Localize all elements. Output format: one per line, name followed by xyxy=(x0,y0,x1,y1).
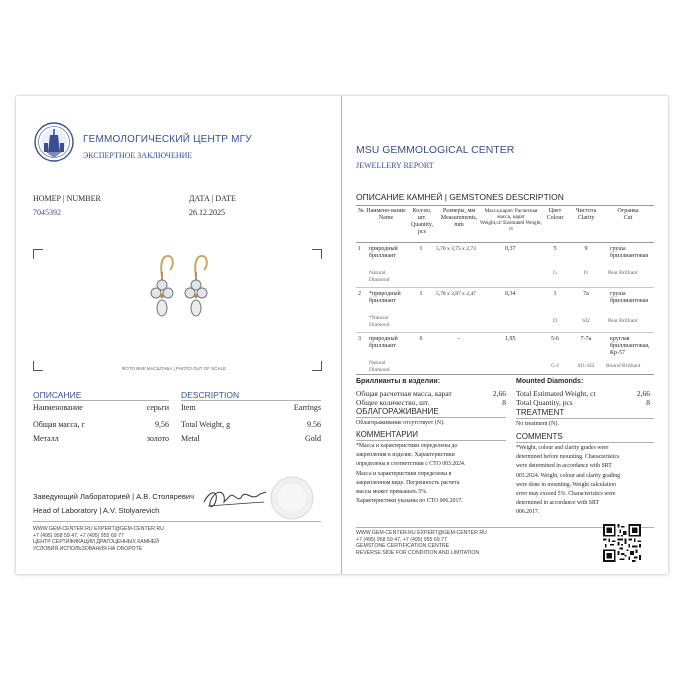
cell-clarity-ru: 7а xyxy=(583,291,589,297)
rule xyxy=(356,440,506,441)
treatment-text-en: No treatment (N). xyxy=(516,421,559,427)
rule xyxy=(181,400,321,401)
mounted-title-en: Mounted Diamonds: xyxy=(516,378,584,385)
date-label: ДАТА | DATE xyxy=(189,194,236,203)
treatment-text-ru: Облагораживание отсутствует (N). xyxy=(356,420,445,426)
col-header xyxy=(604,208,652,222)
rule xyxy=(33,400,169,401)
rule xyxy=(516,418,654,419)
comment-line: error may exceed 5%. Characteristics were xyxy=(516,491,616,498)
comment-line: were done in mounting. Weight calculation xyxy=(516,481,616,488)
number-value: 7045392 xyxy=(33,208,61,217)
cell-qty: 6 xyxy=(419,336,423,342)
msu-logo-icon xyxy=(34,122,74,162)
desc-label-en: Total Weight, g xyxy=(181,420,231,429)
rule xyxy=(356,205,654,206)
cell-number: 3 xyxy=(358,336,361,342)
cell-number: 1 xyxy=(358,246,361,252)
cell-weight: 0,34 xyxy=(505,291,516,297)
cell-size: - xyxy=(458,336,460,342)
description-title-ru: ОПИСАНИЕ xyxy=(33,390,82,400)
col-header-en: Colour xyxy=(546,214,564,221)
footer-line: WWW.GEM-CENTER.RU EXPERT@GEM-CENTER.RU xyxy=(356,530,487,536)
desc-value-ru: 9,56 xyxy=(155,420,169,429)
col-header xyxy=(366,208,406,222)
mounted-value-en: 8 xyxy=(646,398,650,407)
comment-line: Характеристики указаны по СТО 006.2017. xyxy=(356,498,463,505)
head-name-ru: | А.В. Столяревич xyxy=(132,492,195,501)
cell-color-en: G xyxy=(553,270,557,276)
rule xyxy=(356,287,654,288)
desc-label-en: Metal xyxy=(181,434,200,443)
rule xyxy=(356,242,654,243)
desc-value-ru: серьги xyxy=(146,403,169,412)
cell-number: 2 xyxy=(358,291,361,297)
earring-right xyxy=(185,256,207,316)
footer-line: REVERSE SIDE FOR CONDITION AND LIMITATION xyxy=(356,549,480,556)
cell-qty: 1 xyxy=(419,291,423,297)
cell-clarity-en: SI2 xyxy=(582,318,590,324)
comments-text-en xyxy=(516,444,620,518)
cell-cut-en: Round Brilliant xyxy=(606,363,641,369)
mounted-value-ru: 2,66 xyxy=(492,389,506,398)
desc-label-ru: Наименование xyxy=(33,403,83,412)
col-header-ru: Кол-во, шт. xyxy=(412,208,432,221)
org-title-ru: ГЕММОЛОГИЧЕСКИЙ ЦЕНТР МГУ xyxy=(83,134,252,145)
comment-line: массы может превышать 5%. xyxy=(356,489,428,496)
comment-line: *Масса и характеристики определены до xyxy=(356,443,458,449)
org-title-en: MSU GEMMOLOGICAL CENTER xyxy=(356,144,515,156)
cell-clarity-ru: 7-7а xyxy=(580,336,592,342)
cell-color-ru: 5 xyxy=(553,246,557,252)
comments-text-ru xyxy=(356,442,465,506)
footer-line: WWW.GEM-CENTER.RU EXPERT@GEM-CENTER.RU xyxy=(33,526,164,532)
col-header-en: Name xyxy=(378,214,394,221)
cell-name-ru: *природный бриллиант xyxy=(369,291,401,305)
comment-line: закрепленном виде. Погрешность расчета xyxy=(356,479,460,486)
doc-title-ru: ЭКСПЕРТНОЕ ЗАКЛЮЧЕНИЕ xyxy=(83,151,193,160)
description-title-en: DESCRIPTION xyxy=(181,390,240,400)
cell-cut-ru: груша бриллиантовая xyxy=(610,291,649,305)
mounted-label-en: Total Quantity, pcs xyxy=(516,398,573,407)
comment-line: determined in accordance with SRT xyxy=(516,500,600,507)
mounted-label-ru: Общая расчетная масса, карат xyxy=(356,389,452,398)
mounted-title-ru: Бриллианты в изделии: xyxy=(356,378,441,385)
cell-name-en: Natural Diamond xyxy=(369,270,390,283)
col-header-en: Weight,ct/ Estimated Weight, ct xyxy=(480,220,543,233)
desc-value-ru: золото xyxy=(146,434,169,443)
cell-clarity-en: I1 xyxy=(583,270,589,276)
footer-right xyxy=(356,530,487,556)
col-header-ru: Размеры, мм xyxy=(442,208,476,214)
cell-color-en: G-I xyxy=(551,363,559,369)
mounted-value-ru: 8 xyxy=(502,398,506,407)
cell-weight: 1,95 xyxy=(505,336,516,342)
col-header xyxy=(569,208,603,222)
rule xyxy=(33,521,321,522)
rule xyxy=(356,417,506,418)
mounted-label-ru: Общее количество, шт. xyxy=(356,398,430,407)
treatment-title-en: TREATMENT xyxy=(516,408,565,417)
cell-cut-ru: груша бриллиантовая xyxy=(610,246,649,260)
col-header-ru: Цвет xyxy=(548,208,562,214)
treatment-title-ru: ОБЛАГОРАЖИВАНИЕ xyxy=(356,407,439,416)
head-name-en: | A.V. Stolyarevich xyxy=(99,506,160,515)
comment-line: определены в соответствии с СТО 003.2024. xyxy=(356,461,466,468)
comment-line: 006.2017. xyxy=(516,509,540,516)
comment-line: determined before mounting. Characteristics xyxy=(516,454,620,461)
desc-label-en: Item xyxy=(181,403,196,412)
col-header-ru: Наимено-вание xyxy=(366,208,406,214)
mounted-label-en: Total Estimated Weight, ct xyxy=(516,389,596,398)
col-header xyxy=(438,208,480,229)
cell-color-en: D xyxy=(553,318,557,324)
head-role-ru: Заведующий Лабораторией xyxy=(33,492,130,501)
number-label: НОМЕР | NUMBER xyxy=(33,194,101,203)
footer-line: +7 (495) 958 59 47, +7 (495) 955 69 77 xyxy=(356,536,447,543)
col-header-en: Clarity xyxy=(577,214,595,221)
hologram-seal-icon xyxy=(270,476,314,520)
comments-title-ru: КОММЕНТАРИИ xyxy=(356,430,419,439)
qr-code-icon xyxy=(603,524,641,562)
date-value: 26.12.2025 xyxy=(189,208,225,217)
desc-label-ru: Металл xyxy=(33,434,59,443)
footer-line: ЦЕНТР СЕРТИФИКАЦИИ ДРАГОЦЕННЫХ КАМНЕЙ xyxy=(33,539,159,545)
footer-line: +7 (495) 958 59 47, +7 (495) 955 69 77 xyxy=(33,532,124,539)
comment-line: 003.2024. Weight, colour and clarity grading xyxy=(516,472,621,479)
cell-size: 5,78 x 3,87 x 2,47 xyxy=(436,291,476,297)
rule xyxy=(356,332,654,333)
comment-line: закрепления в изделие. Характеристики xyxy=(356,452,455,459)
earrings-photo xyxy=(130,252,230,332)
comments-title-en: COMMENTS xyxy=(516,432,563,441)
footer-line: GEMSTONE CERTIFICATION CENTRE xyxy=(356,543,450,549)
mounted-value-en: 2,66 xyxy=(636,389,650,398)
rule xyxy=(516,442,654,443)
col-header: № xyxy=(358,208,364,214)
comment-line: *Weight, colour and clarity grades were xyxy=(516,445,609,451)
footer-left xyxy=(33,526,164,552)
desc-value-en: 9.56 xyxy=(307,420,321,429)
rule xyxy=(356,374,654,375)
cell-name-ru: природный бриллиант xyxy=(369,246,398,260)
cell-name-en: Natural Diamond xyxy=(369,360,390,373)
desc-value-en: Gold xyxy=(305,434,321,443)
earring-left xyxy=(151,256,173,316)
gems-title: ОПИСАНИЕ КАМНЕЙ | GEMSTONES DESCRIPTION xyxy=(356,192,564,202)
cell-name-ru: природный бриллиант xyxy=(369,336,398,350)
cell-qty: 1 xyxy=(419,246,423,252)
desc-label-ru: Общая масса, г xyxy=(33,420,85,429)
col-header-en: Cut xyxy=(623,214,633,221)
doc-title-en: JEWELLERY REPORT xyxy=(356,161,434,170)
cell-weight: 0,37 xyxy=(505,246,516,252)
footer-line: УСЛОВИЯ ИСПОЛЬЗОВАНИЯ НА ОБОРОТЕ xyxy=(33,545,143,552)
comment-line: were determined in accordance with SRT xyxy=(516,463,612,470)
cell-color-ru: 5-6 xyxy=(551,336,559,342)
cell-cut-en: Pear Brilliant xyxy=(608,270,638,276)
cell-cut-en: Pear Brilliant xyxy=(608,318,638,324)
col-header xyxy=(543,208,567,222)
desc-value-en: Earrings xyxy=(293,403,321,412)
cell-size: 5,70 x 3,75 x 2,73 xyxy=(436,246,476,252)
cell-color-ru: 1 xyxy=(553,291,557,297)
col-header-en: Measurements, mm xyxy=(440,214,478,228)
col-header-en: Quantity, pcs xyxy=(410,221,434,235)
col-header-ru: Масса,карат/ Расчетная масса, карат xyxy=(484,208,538,221)
col-header xyxy=(408,208,436,236)
col-header-ru: Огранка xyxy=(617,208,639,214)
head-role-en: Head of Laboratory xyxy=(33,506,98,515)
col-header-ru: Чистота xyxy=(575,208,597,214)
cell-clarity-en: SI1-SI2 xyxy=(577,363,595,369)
center-divider xyxy=(341,96,342,574)
head-title-en xyxy=(33,506,159,515)
cell-cut-ru: круглая бриллиантовая, Кр-57 xyxy=(610,336,650,357)
col-header xyxy=(480,208,542,232)
signature-icon xyxy=(200,484,270,514)
photo-caption: ФОТО ВНЕ МАСШТАБА | PHOTO OUT OF SCALE xyxy=(122,366,226,371)
comment-line: Масса и характеристики определены в xyxy=(356,470,452,477)
head-title-ru xyxy=(33,492,194,501)
cell-clarity-ru: 9 xyxy=(584,246,588,252)
cell-name-en: *Natural Diamond xyxy=(369,315,390,328)
